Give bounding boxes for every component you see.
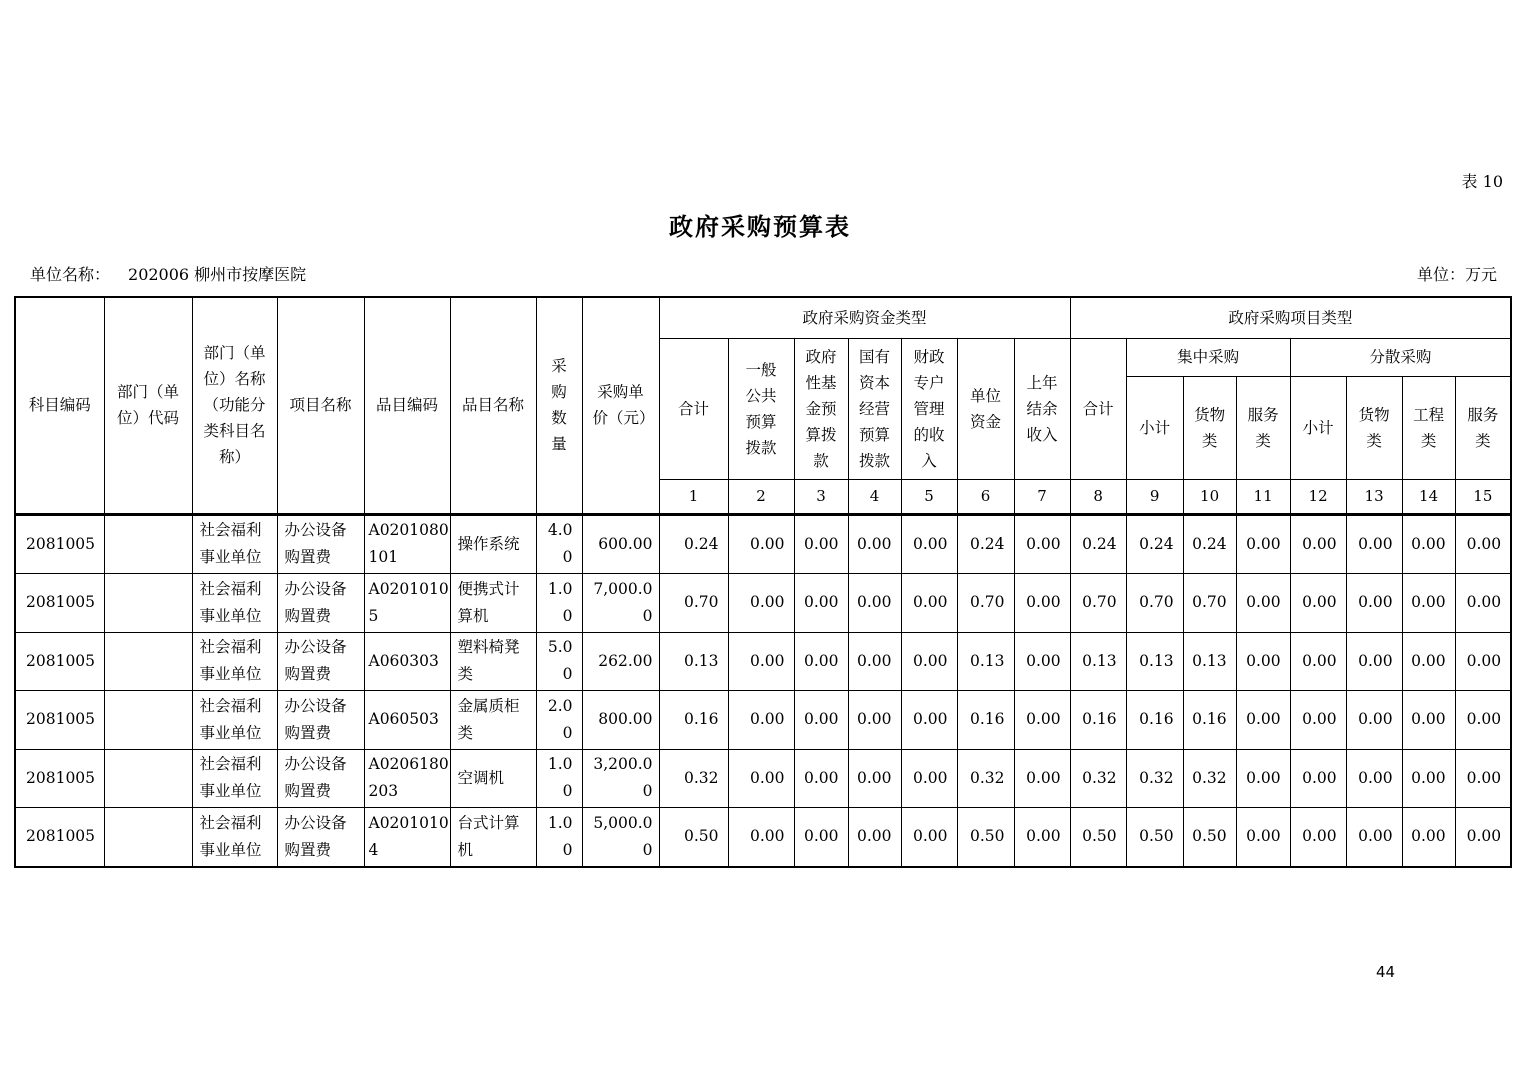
cell-r4-c2 <box>104 691 192 750</box>
col-number-6: 6 <box>957 479 1014 514</box>
cell-r1-c17: 0.24 <box>1126 514 1183 574</box>
cell-r3-c15: 0.00 <box>1014 632 1070 691</box>
cell-r3-c2 <box>104 632 192 691</box>
col-number-5: 5 <box>901 479 957 514</box>
cell-r1-c22: 0.00 <box>1402 514 1455 574</box>
col-header-centralized-goods: 货物类 <box>1183 376 1236 479</box>
cell-r4-c17: 0.16 <box>1126 691 1183 750</box>
cell-r6-c3: 社会福利事业单位 <box>192 808 277 867</box>
cell-r5-c21: 0.00 <box>1346 749 1402 808</box>
cell-r2-c18: 0.70 <box>1183 574 1236 633</box>
col-number-1: 1 <box>659 479 728 514</box>
cell-r4-c3: 社会福利事业单位 <box>192 691 277 750</box>
col-header-subject-code: 科目编码 <box>15 297 104 514</box>
table-tag: 表 10 <box>1461 172 1503 191</box>
cell-r2-c14: 0.70 <box>957 574 1014 633</box>
cell-r5-c22: 0.00 <box>1402 749 1455 808</box>
cell-r4-c23: 0.00 <box>1455 691 1511 750</box>
cell-r4-c7: 2.00 <box>536 691 582 750</box>
cell-r5-c5: A0206180203 <box>364 749 450 808</box>
cell-r6-c20: 0.00 <box>1290 808 1346 867</box>
cell-r6-c8: 5,000.00 <box>582 808 659 867</box>
col-number-9: 9 <box>1126 479 1183 514</box>
table-row <box>15 691 1511 750</box>
col-header-dispersed-services: 服务类 <box>1455 376 1511 479</box>
cell-r5-c8: 3,200.00 <box>582 749 659 808</box>
table-row <box>15 808 1511 867</box>
cell-r1-c21: 0.00 <box>1346 514 1402 574</box>
cell-r2-c4: 办公设备购置费 <box>277 574 364 633</box>
subgroup-header-centralized: 集中采购 <box>1126 338 1290 376</box>
unit-of-measure: 单位：万元 <box>1416 265 1497 284</box>
page-number: 44 <box>1376 963 1396 981</box>
cell-r4-c11: 0.00 <box>794 691 848 750</box>
cell-r5-c3: 社会福利事业单位 <box>192 749 277 808</box>
subgroup-header-dispersed: 分散采购 <box>1290 338 1511 376</box>
col-header-item-name: 品目名称 <box>450 297 536 514</box>
col-header-unit-funds: 单位资金 <box>957 338 1014 479</box>
procurement-budget-table <box>14 296 1512 868</box>
col-number-14: 14 <box>1402 479 1455 514</box>
col-header-centralized-subtotal: 小计 <box>1126 376 1183 479</box>
col-header-item-code: 品目编码 <box>364 297 450 514</box>
cell-r3-c16: 0.13 <box>1070 632 1126 691</box>
cell-r4-c6: 金属质柜类 <box>450 691 536 750</box>
cell-r1-c15: 0.00 <box>1014 514 1070 574</box>
col-number-15: 15 <box>1455 479 1511 514</box>
cell-r6-c1: 2081005 <box>15 808 104 867</box>
col-header-dept-name: 部门（单位）名称（功能分类科目名称） <box>192 297 277 514</box>
cell-r1-c14: 0.24 <box>957 514 1014 574</box>
cell-r5-c2 <box>104 749 192 808</box>
cell-r5-c9: 0.32 <box>659 749 728 808</box>
header-row-groups <box>15 297 1511 338</box>
group-header-project-type: 政府采购项目类型 <box>1070 297 1511 338</box>
cell-r3-c21: 0.00 <box>1346 632 1402 691</box>
cell-r4-c16: 0.16 <box>1070 691 1126 750</box>
cell-r2-c2 <box>104 574 192 633</box>
cell-r2-c1: 2081005 <box>15 574 104 633</box>
cell-r4-c21: 0.00 <box>1346 691 1402 750</box>
cell-r4-c20: 0.00 <box>1290 691 1346 750</box>
col-header-fund-total: 合计 <box>659 338 728 479</box>
cell-r3-c7: 5.00 <box>536 632 582 691</box>
col-header-dept-code: 部门（单位）代码 <box>104 297 192 514</box>
cell-r3-c20: 0.00 <box>1290 632 1346 691</box>
col-number-4: 4 <box>848 479 901 514</box>
col-header-state-capital-budget: 国有资本经营预算拨款 <box>848 338 901 479</box>
cell-r1-c6: 操作系统 <box>450 514 536 574</box>
table-row <box>15 574 1511 633</box>
col-number-8: 8 <box>1070 479 1126 514</box>
cell-r1-c8: 600.00 <box>582 514 659 574</box>
cell-r6-c23: 0.00 <box>1455 808 1511 867</box>
cell-r3-c6: 塑料椅凳类 <box>450 632 536 691</box>
table-row <box>15 749 1511 808</box>
cell-r3-c18: 0.13 <box>1183 632 1236 691</box>
cell-r1-c1: 2081005 <box>15 514 104 574</box>
cell-r5-c19: 0.00 <box>1236 749 1290 808</box>
cell-r4-c9: 0.16 <box>659 691 728 750</box>
cell-r3-c13: 0.00 <box>901 632 957 691</box>
cell-r2-c22: 0.00 <box>1402 574 1455 633</box>
col-number-3: 3 <box>794 479 848 514</box>
cell-r5-c6: 空调机 <box>450 749 536 808</box>
cell-r6-c6: 台式计算机 <box>450 808 536 867</box>
col-number-7: 7 <box>1014 479 1070 514</box>
cell-r5-c16: 0.32 <box>1070 749 1126 808</box>
col-header-quantity: 采购数量 <box>536 297 582 514</box>
cell-r6-c5: A02010104 <box>364 808 450 867</box>
cell-r4-c12: 0.00 <box>848 691 901 750</box>
col-header-dispersed-works: 工程类 <box>1402 376 1455 479</box>
cell-r3-c5: A060303 <box>364 632 450 691</box>
cell-r4-c15: 0.00 <box>1014 691 1070 750</box>
cell-r4-c4: 办公设备购置费 <box>277 691 364 750</box>
cell-r6-c12: 0.00 <box>848 808 901 867</box>
col-number-12: 12 <box>1290 479 1346 514</box>
cell-r4-c14: 0.16 <box>957 691 1014 750</box>
cell-r1-c11: 0.00 <box>794 514 848 574</box>
cell-r6-c17: 0.50 <box>1126 808 1183 867</box>
meta-row <box>30 262 1497 285</box>
cell-r2-c16: 0.70 <box>1070 574 1126 633</box>
cell-r5-c18: 0.32 <box>1183 749 1236 808</box>
cell-r2-c7: 1.00 <box>536 574 582 633</box>
cell-r2-c20: 0.00 <box>1290 574 1346 633</box>
cell-r5-c1: 2081005 <box>15 749 104 808</box>
cell-r6-c7: 1.00 <box>536 808 582 867</box>
cell-r2-c23: 0.00 <box>1455 574 1511 633</box>
cell-r5-c23: 0.00 <box>1455 749 1511 808</box>
cell-r1-c4: 办公设备购置费 <box>277 514 364 574</box>
page-title: 政府采购预算表 <box>669 212 851 241</box>
cell-r4-c5: A060503 <box>364 691 450 750</box>
col-header-dispersed-goods: 货物类 <box>1346 376 1402 479</box>
cell-r1-c5: A0201080101 <box>364 514 450 574</box>
cell-r6-c11: 0.00 <box>794 808 848 867</box>
cell-r3-c8: 262.00 <box>582 632 659 691</box>
cell-r6-c2 <box>104 808 192 867</box>
cell-r6-c16: 0.50 <box>1070 808 1126 867</box>
table-body <box>15 514 1511 867</box>
cell-r5-c12: 0.00 <box>848 749 901 808</box>
cell-r1-c3: 社会福利事业单位 <box>192 514 277 574</box>
cell-r1-c10: 0.00 <box>728 514 794 574</box>
col-number-11: 11 <box>1236 479 1290 514</box>
cell-r2-c12: 0.00 <box>848 574 901 633</box>
cell-r4-c8: 800.00 <box>582 691 659 750</box>
cell-r2-c15: 0.00 <box>1014 574 1070 633</box>
cell-r3-c4: 办公设备购置费 <box>277 632 364 691</box>
cell-r5-c14: 0.32 <box>957 749 1014 808</box>
col-number-13: 13 <box>1346 479 1402 514</box>
cell-r5-c4: 办公设备购置费 <box>277 749 364 808</box>
table-row <box>15 632 1511 691</box>
cell-r6-c9: 0.50 <box>659 808 728 867</box>
cell-r2-c5: A02010105 <box>364 574 450 633</box>
cell-r3-c3: 社会福利事业单位 <box>192 632 277 691</box>
col-header-gov-fund-budget: 政府性基金预算拨款 <box>794 338 848 479</box>
cell-r5-c17: 0.32 <box>1126 749 1183 808</box>
col-header-general-budget: 一般公共预算拨款 <box>728 338 794 479</box>
cell-r2-c19: 0.00 <box>1236 574 1290 633</box>
cell-r6-c4: 办公设备购置费 <box>277 808 364 867</box>
cell-r5-c10: 0.00 <box>728 749 794 808</box>
cell-r3-c9: 0.13 <box>659 632 728 691</box>
cell-r4-c18: 0.16 <box>1183 691 1236 750</box>
cell-r5-c15: 0.00 <box>1014 749 1070 808</box>
col-header-project-name: 项目名称 <box>277 297 364 514</box>
cell-r2-c21: 0.00 <box>1346 574 1402 633</box>
cell-r2-c9: 0.70 <box>659 574 728 633</box>
cell-r6-c14: 0.50 <box>957 808 1014 867</box>
cell-r5-c11: 0.00 <box>794 749 848 808</box>
cell-r5-c20: 0.00 <box>1290 749 1346 808</box>
cell-r1-c7: 4.00 <box>536 514 582 574</box>
cell-r3-c19: 0.00 <box>1236 632 1290 691</box>
col-header-centralized-services: 服务类 <box>1236 376 1290 479</box>
cell-r2-c13: 0.00 <box>901 574 957 633</box>
cell-r6-c19: 0.00 <box>1236 808 1290 867</box>
cell-r2-c17: 0.70 <box>1126 574 1183 633</box>
cell-r1-c18: 0.24 <box>1183 514 1236 574</box>
cell-r4-c22: 0.00 <box>1402 691 1455 750</box>
cell-r3-c23: 0.00 <box>1455 632 1511 691</box>
cell-r4-c19: 0.00 <box>1236 691 1290 750</box>
col-header-project-total: 合计 <box>1070 338 1126 479</box>
cell-r3-c14: 0.13 <box>957 632 1014 691</box>
cell-r2-c6: 便携式计算机 <box>450 574 536 633</box>
cell-r5-c13: 0.00 <box>901 749 957 808</box>
unit-name <box>30 262 306 285</box>
cell-r6-c13: 0.00 <box>901 808 957 867</box>
cell-r3-c12: 0.00 <box>848 632 901 691</box>
cell-r3-c17: 0.13 <box>1126 632 1183 691</box>
cell-r5-c7: 1.00 <box>536 749 582 808</box>
cell-r1-c12: 0.00 <box>848 514 901 574</box>
cell-r4-c10: 0.00 <box>728 691 794 750</box>
cell-r6-c10: 0.00 <box>728 808 794 867</box>
cell-r1-c13: 0.00 <box>901 514 957 574</box>
cell-r3-c22: 0.00 <box>1402 632 1455 691</box>
cell-r3-c1: 2081005 <box>15 632 104 691</box>
col-header-unit-price: 采购单价（元） <box>582 297 659 514</box>
cell-r2-c11: 0.00 <box>794 574 848 633</box>
cell-r3-c11: 0.00 <box>794 632 848 691</box>
cell-r1-c20: 0.00 <box>1290 514 1346 574</box>
col-header-dispersed-subtotal: 小计 <box>1290 376 1346 479</box>
cell-r2-c3: 社会福利事业单位 <box>192 574 277 633</box>
col-number-10: 10 <box>1183 479 1236 514</box>
cell-r6-c21: 0.00 <box>1346 808 1402 867</box>
cell-r3-c10: 0.00 <box>728 632 794 691</box>
cell-r6-c22: 0.00 <box>1402 808 1455 867</box>
cell-r2-c8: 7,000.00 <box>582 574 659 633</box>
cell-r1-c2 <box>104 514 192 574</box>
unit-name-value: 202006 柳州市按摩医院 <box>128 265 307 284</box>
cell-r4-c13: 0.00 <box>901 691 957 750</box>
table-row <box>15 514 1511 574</box>
col-header-prior-year-surplus: 上年结余收入 <box>1014 338 1070 479</box>
group-header-fund-type: 政府采购资金类型 <box>659 297 1070 338</box>
cell-r6-c15: 0.00 <box>1014 808 1070 867</box>
cell-r2-c10: 0.00 <box>728 574 794 633</box>
cell-r1-c19: 0.00 <box>1236 514 1290 574</box>
unit-name-label: 单位名称： <box>30 265 111 284</box>
col-header-fiscal-account-income: 财政专户管理的收入 <box>901 338 957 479</box>
col-number-2: 2 <box>728 479 794 514</box>
cell-r1-c9: 0.24 <box>659 514 728 574</box>
cell-r1-c23: 0.00 <box>1455 514 1511 574</box>
cell-r6-c18: 0.50 <box>1183 808 1236 867</box>
cell-r4-c1: 2081005 <box>15 691 104 750</box>
table-header <box>15 297 1511 514</box>
cell-r1-c16: 0.24 <box>1070 514 1126 574</box>
